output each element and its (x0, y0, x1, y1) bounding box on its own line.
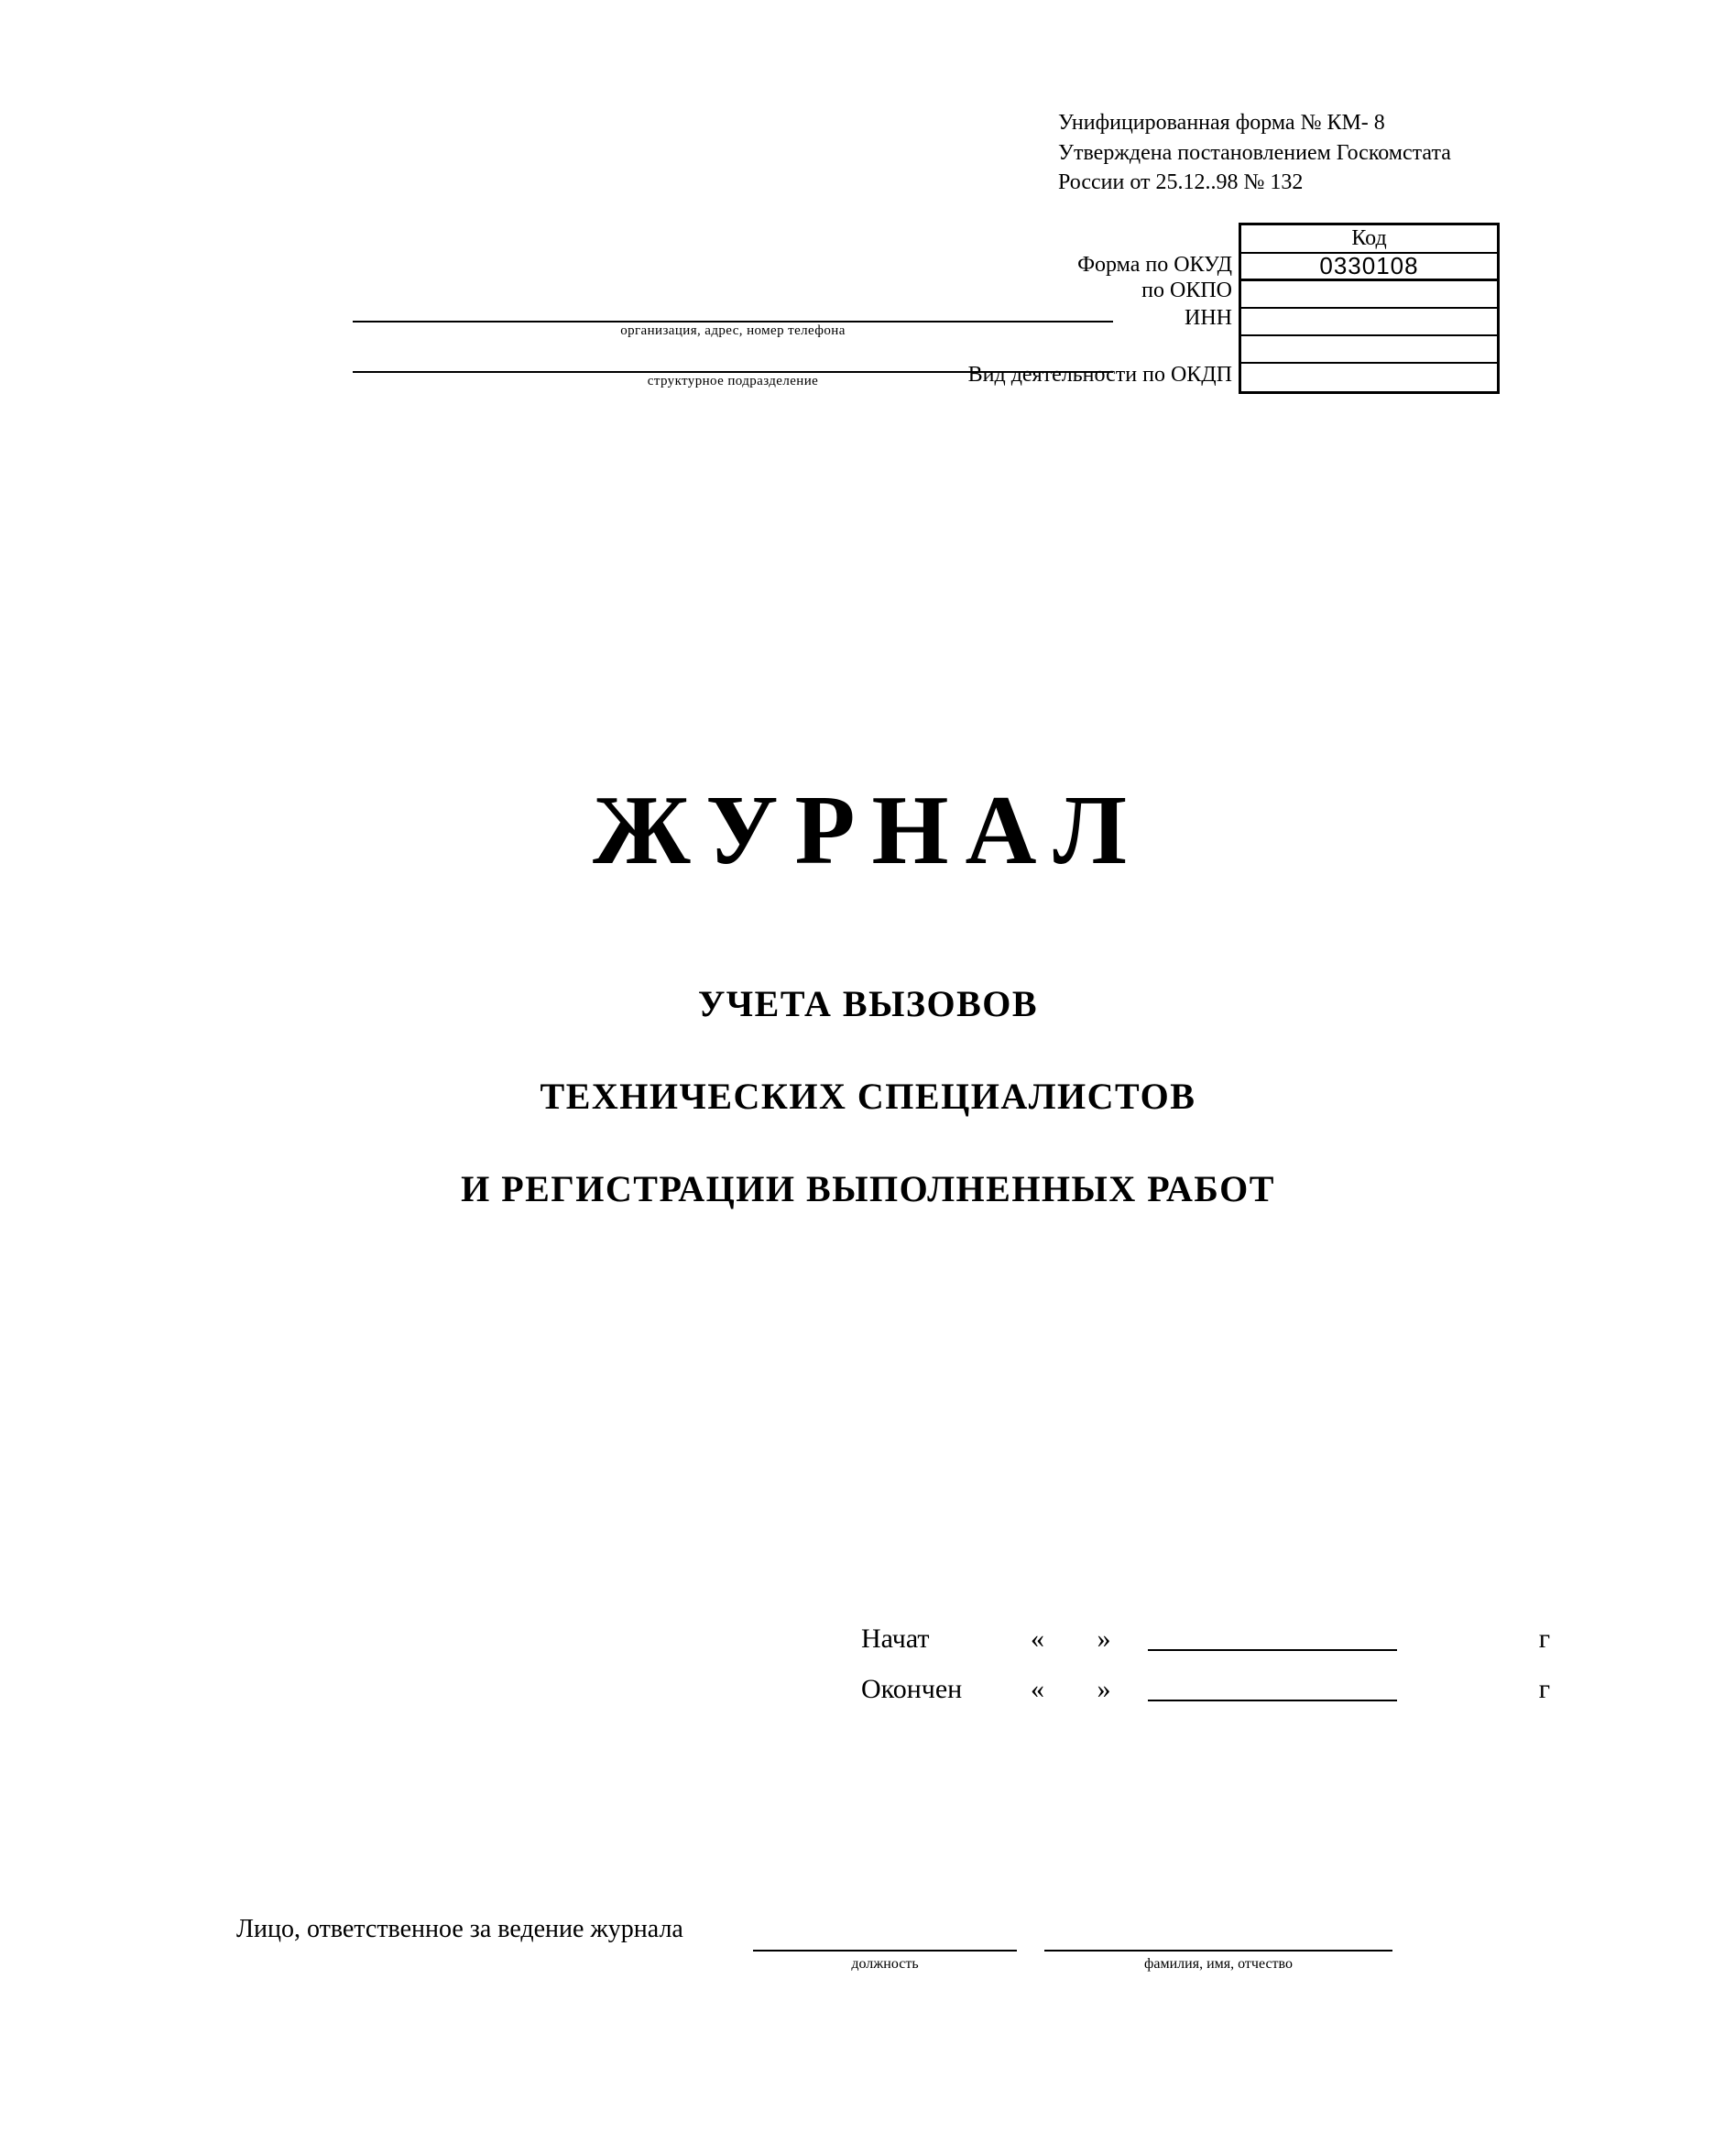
start-label: Начат (861, 1624, 930, 1654)
end-date-row (861, 1672, 1550, 1722)
journal-dates-block (861, 1622, 1550, 1722)
start-year-mark: г (1538, 1624, 1550, 1654)
responsible-name-caption: фамилия, имя, отчество (1144, 1956, 1293, 1972)
end-label: Окончен (861, 1674, 963, 1704)
end-date-input[interactable] (1148, 1672, 1397, 1701)
code-table-header: Код (1241, 225, 1497, 254)
page-subtitle-3: И РЕГИСТРАЦИИ ВЫПОЛНЕННЫХ РАБОТ (461, 1168, 1275, 1209)
label-okpo: по ОКПО (1141, 279, 1232, 302)
label-okdp: Вид деятельности по ОКДП (967, 363, 1232, 387)
start-quote-open: « (1031, 1624, 1044, 1654)
subdivision-caption: структурное подразделение (647, 374, 819, 388)
approval-line-2: Утверждена постановлением Госкомстата (1058, 140, 1451, 165)
code-labels-column (733, 223, 1232, 388)
code-cell-okud[interactable]: 0330108 (1241, 254, 1497, 281)
end-quote-close: » (1097, 1674, 1111, 1704)
code-table (1239, 223, 1500, 394)
page-subtitle-1: УЧЕТА ВЫЗОВОВ (697, 983, 1039, 1024)
approval-line-1: Унифицированная форма № КМ- 8 (1058, 111, 1385, 135)
responsible-label: Лицо, ответственное за ведение журнала (236, 1915, 683, 1943)
subdivision-input-line[interactable] (353, 371, 1113, 373)
code-cell-okpo[interactable] (1241, 281, 1497, 309)
code-label-spacer (733, 223, 1232, 251)
responsible-name-input[interactable] (1044, 1950, 1392, 1952)
approval-line-3: России от 25.12..98 № 132 (1058, 170, 1304, 195)
start-date-row (861, 1622, 1550, 1672)
page-title: ЖУРНАЛ (593, 776, 1143, 885)
label-okud: Форма по ОКУД (1077, 253, 1232, 277)
start-quote-close: » (1097, 1624, 1111, 1654)
end-year-mark: г (1538, 1674, 1550, 1704)
end-quote-open: « (1031, 1674, 1044, 1704)
code-cell-okdp[interactable] (1241, 364, 1497, 391)
start-date-input[interactable] (1148, 1622, 1397, 1651)
code-cell-blank[interactable] (1241, 336, 1497, 364)
organization-caption: организация, адрес, номер телефона (620, 323, 846, 338)
page-subtitle-2: ТЕХНИЧЕСКИХ СПЕЦИАЛИСТОВ (540, 1076, 1196, 1117)
responsible-position-caption: должность (851, 1956, 919, 1972)
label-inn: ИНН (1185, 306, 1232, 330)
organization-input-line[interactable] (353, 321, 1113, 323)
responsible-position-input[interactable] (753, 1950, 1017, 1952)
code-cell-inn[interactable] (1241, 309, 1497, 336)
approval-block (1058, 108, 1451, 198)
